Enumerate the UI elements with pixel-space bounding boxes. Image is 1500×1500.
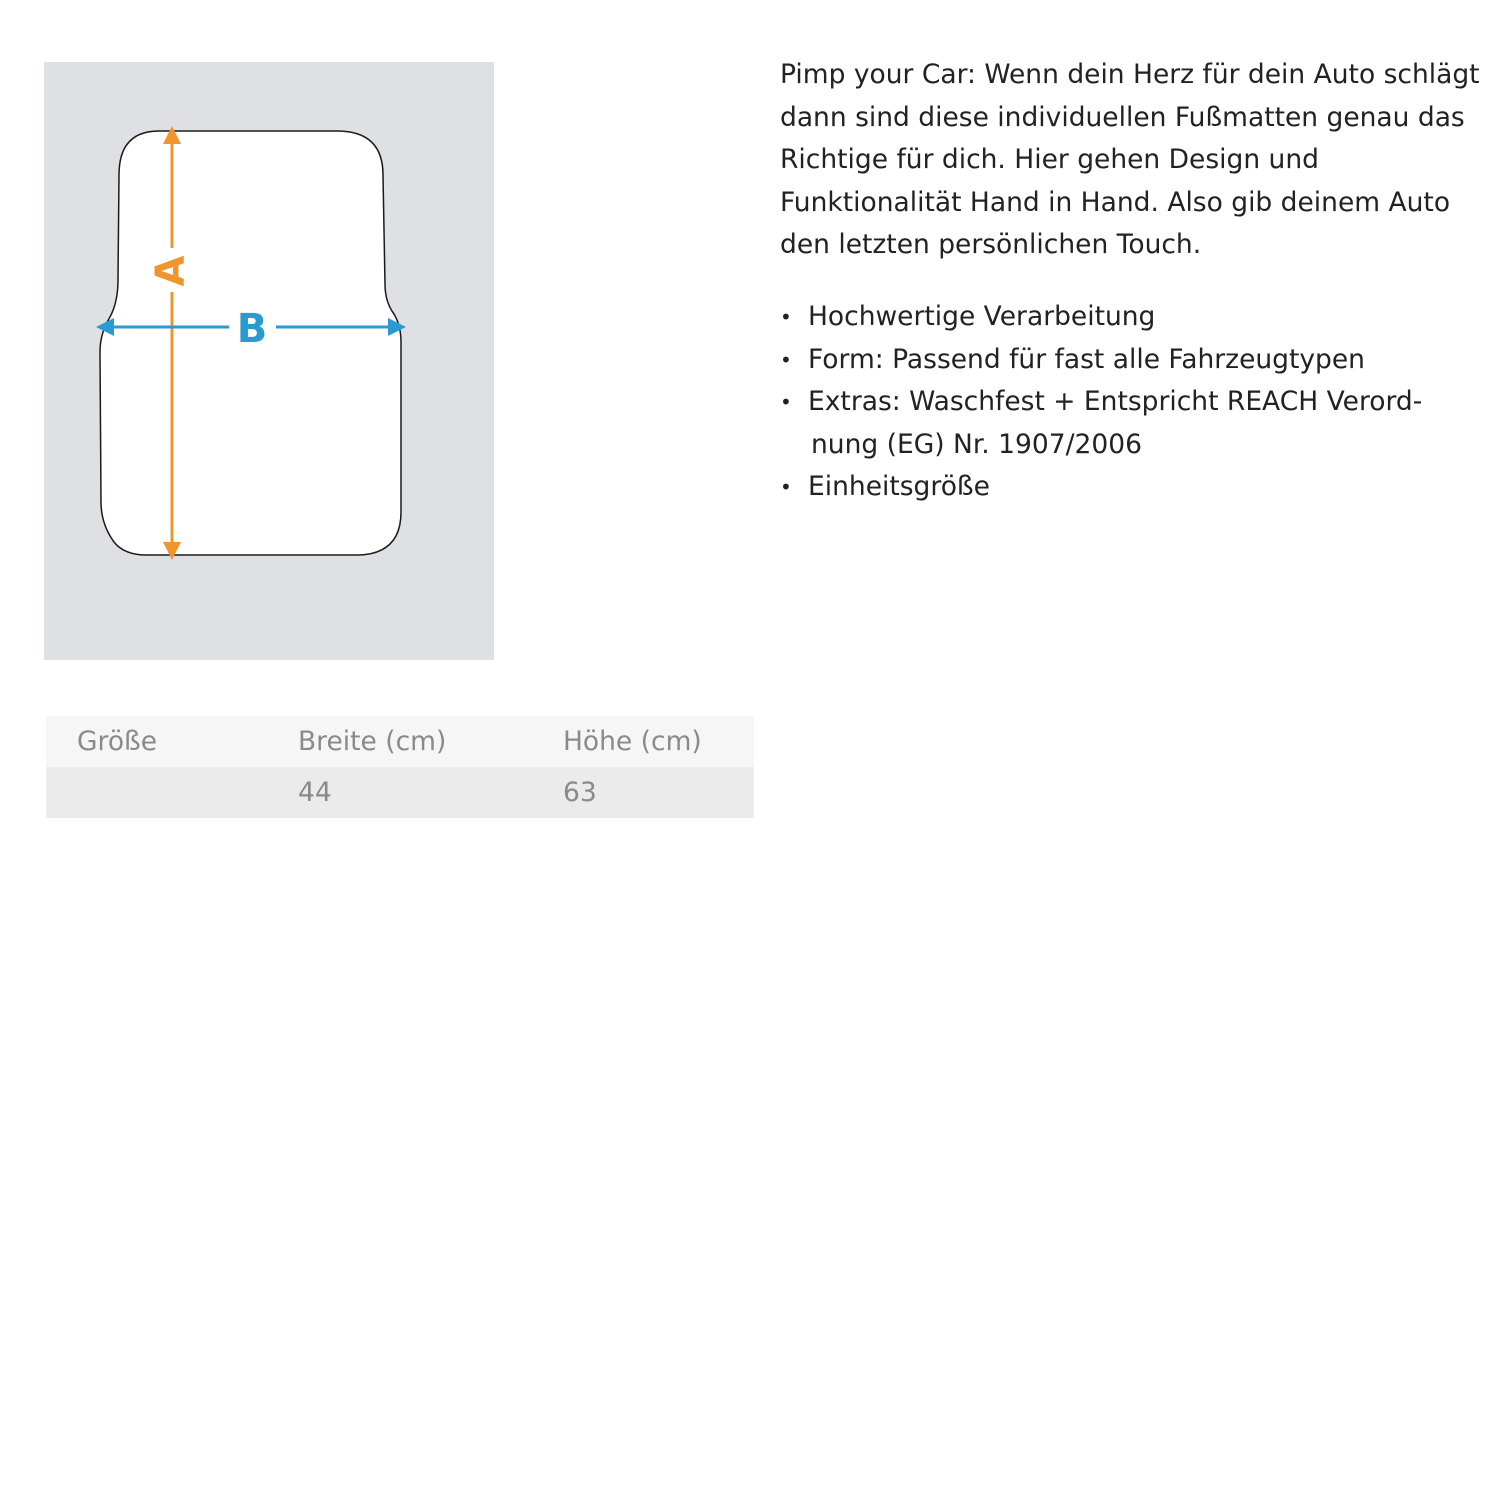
header-width: Breite (cm)	[298, 726, 447, 757]
feature-item: • Einheitsgröße	[780, 466, 1480, 509]
cell-height: 63	[563, 777, 597, 808]
floor-mat-svg	[44, 62, 494, 660]
header-height: Höhe (cm)	[563, 726, 702, 757]
bullet-icon: •	[780, 475, 792, 499]
table-header-row	[46, 716, 754, 767]
cell-width: 44	[298, 777, 332, 808]
feature-item: • Hochwertige Verarbeitung	[780, 296, 1480, 339]
cell-size	[46, 767, 298, 818]
label-b: B	[236, 306, 268, 352]
header-size: Größe	[77, 726, 158, 757]
bullet-icon: •	[780, 347, 792, 372]
product-description: Pimp your Car: Wenn dein Herz für dein Auto schlägt dann sind diese individuellen Fußmatten genau das Richtige für dich. Hier gehen Design und Funktionalität Hand in Hand. Also gib deinem Auto den letzten persönlichen Touch.	[780, 59, 1480, 260]
size-table	[46, 716, 754, 818]
bullet-icon: •	[780, 305, 792, 329]
feature-item: • Form: Passend für fast alle Fahrzeugtypen	[780, 339, 1480, 382]
feature-item: • Extras: Waschfest + Entspricht REACH Verord- nung (EG) Nr. 1907/2006	[780, 381, 1480, 466]
feature-list	[780, 296, 1480, 509]
dimension-diagram	[44, 62, 494, 660]
label-a: A	[148, 255, 194, 287]
bullet-icon: •	[780, 390, 792, 414]
table-row	[46, 767, 754, 818]
